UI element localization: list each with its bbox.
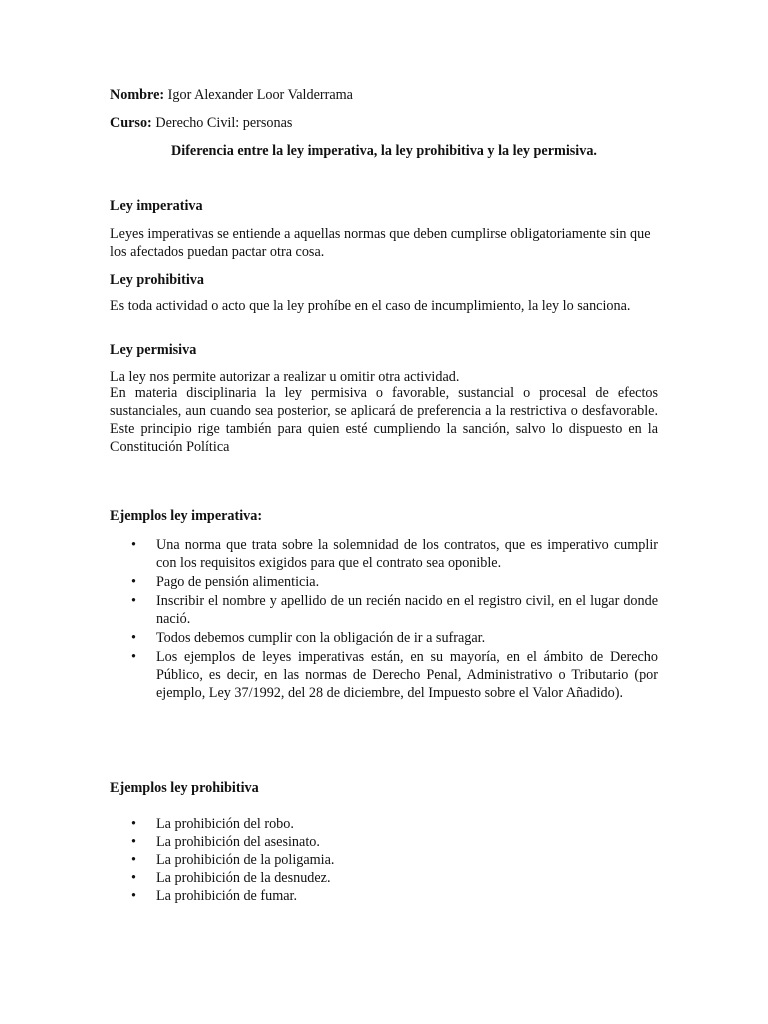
curso-line: [110, 114, 658, 132]
list-item: • La prohibición de fumar.: [131, 888, 298, 904]
text-ley-permisiva-1: La ley nos permite autorizar a realizar u omitir otra actividad.: [110, 369, 460, 385]
heading-ley-prohibitiva: Ley prohibitiva: [110, 272, 204, 288]
list-item: • Todos debemos cumplir con la obligación de ir a sufragar.: [131, 630, 486, 646]
text-ley-permisiva-2: En materia disciplinaria la ley permisiva o favorable, sustancial o procesal de efectos sustanciales, aun cuando sea posterior, se aplicará de preferencia a la restrictiva o desfavorable. Este principio rige también para quien esté cumpliendo la sanción, salvo lo dispuesto en la Constitución Política: [110, 385, 658, 455]
bullet-icon: •: [131, 816, 136, 832]
bullet-icon: •: [131, 537, 136, 553]
list-item: • Inscribir el nombre y apellido de un recién nacido en el registro civil, en el lugar donde nació.: [131, 593, 658, 627]
text-ley-imperativa: Leyes imperativas se entiende a aquellas normas que deben cumplirse obligatoriamente sin que los afectados puedan pactar otra cosa.: [110, 226, 651, 260]
heading-ley-imperativa: Ley imperativa: [110, 198, 203, 214]
nombre-line: [110, 86, 658, 104]
bullet-icon: •: [131, 630, 136, 646]
nombre-label: Nombre:: [110, 87, 165, 103]
bullet-icon: •: [131, 834, 136, 850]
list-item: • Pago de pensión alimenticia.: [131, 574, 320, 590]
curso-value: Derecho Civil: personas: [155, 115, 293, 131]
text-ley-prohibitiva: Es toda actividad o acto que la ley prohíbe en el caso de incumplimiento, la ley lo sanciona.: [110, 298, 631, 314]
list-item: • La prohibición del asesinato.: [131, 834, 320, 850]
list-item: • Los ejemplos de leyes imperativas están, en su mayoría, en el ámbito de Derecho Público, es decir, en las normas de Derecho Penal, Administrativo o Tributario (por ejemplo, Ley 37/1992, del 28 de diciembre, del Impuesto sobre el Valor Añadido).: [131, 649, 658, 701]
list-ejemplos-prohibitiva: [110, 815, 658, 905]
list-item: • La prohibición de la poligamia.: [131, 852, 335, 868]
list-item: • La prohibición del robo.: [131, 816, 294, 832]
bullet-icon: •: [131, 593, 136, 609]
document-title: Diferencia entre la ley imperativa, la ley prohibitiva y la ley permisiva.: [171, 143, 597, 159]
curso-label: Curso:: [110, 115, 152, 131]
bullet-icon: •: [131, 649, 136, 665]
list-ejemplos-imperativa: [110, 536, 658, 703]
list-item: • Una norma que trata sobre la solemnidad de los contratos, que es imperativo cumplir con los requisitos exigidos para que el contrato sea oponible.: [131, 537, 658, 571]
list-item: • La prohibición de la desnudez.: [131, 870, 331, 886]
bullet-icon: •: [131, 574, 136, 590]
heading-ejemplos-prohibitiva: Ejemplos ley prohibitiva: [110, 780, 259, 796]
bullet-icon: •: [131, 852, 136, 868]
heading-ley-permisiva: Ley permisiva: [110, 342, 197, 358]
nombre-value: Igor Alexander Loor Valderrama: [167, 87, 353, 103]
heading-ejemplos-imperativa: Ejemplos ley imperativa:: [110, 508, 263, 524]
bullet-icon: •: [131, 870, 136, 886]
bullet-icon: •: [131, 888, 136, 904]
